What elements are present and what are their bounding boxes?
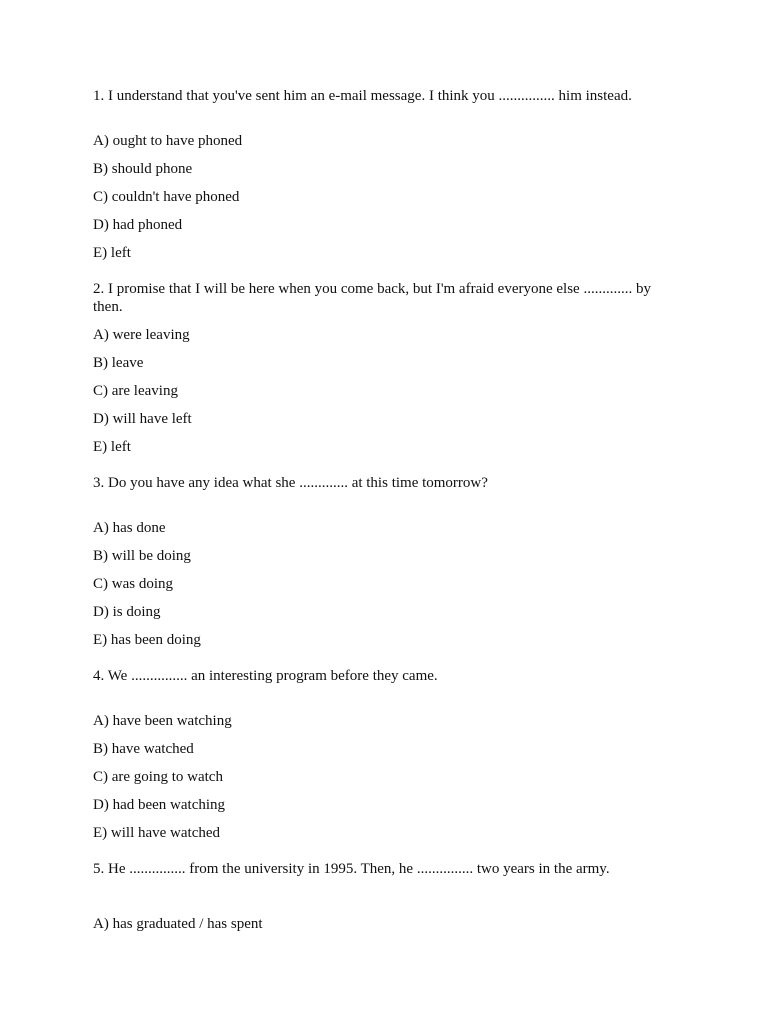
question-text: 2. I promise that I will be here when you come back, but I'm afraid everyone else ............. by then. (93, 281, 651, 315)
option-b: B) should phone (93, 161, 193, 177)
option-c: C) are going to watch (93, 769, 223, 785)
option-d: D) had been watching (93, 797, 226, 813)
option-b: B) have watched (93, 741, 194, 757)
option-d: D) is doing (93, 604, 161, 620)
question-text: 3. Do you have any idea what she ............. at this time tomorrow? (93, 475, 488, 491)
option-e: E) will have watched (93, 825, 221, 841)
question-3 (93, 474, 693, 649)
question-5 (93, 860, 693, 933)
option-a: A) ought to have phoned (93, 133, 243, 149)
question-4 (93, 667, 693, 842)
option-b: B) leave (93, 355, 144, 371)
option-e: E) has been doing (93, 632, 201, 648)
options-list (93, 915, 693, 933)
option-a: A) have been watching (93, 713, 232, 729)
option-a: A) has graduated / has spent (93, 916, 263, 932)
options-list (93, 519, 693, 649)
option-e: E) left (93, 439, 131, 455)
options-list (93, 132, 693, 262)
question-1 (93, 87, 693, 262)
question-text: 5. He ............... from the university in 1995. Then, he ............... two years in the army. (93, 861, 610, 877)
question-text: 1. I understand that you've sent him an e-mail message. I think you ............... him instead. (93, 88, 632, 104)
question-2 (93, 280, 693, 456)
option-d: D) had phoned (93, 217, 183, 233)
option-c: C) was doing (93, 576, 173, 592)
option-c: C) couldn't have phoned (93, 189, 240, 205)
options-list (93, 712, 693, 842)
option-a: A) has done (93, 520, 166, 536)
option-c: C) are leaving (93, 383, 178, 399)
option-b: B) will be doing (93, 548, 191, 564)
question-text: 4. We ............... an interesting program before they came. (93, 668, 438, 684)
option-d: D) will have left (93, 411, 192, 427)
option-e: E) left (93, 245, 131, 261)
options-list (93, 326, 693, 456)
option-a: A) were leaving (93, 327, 190, 343)
document-page (93, 87, 693, 933)
